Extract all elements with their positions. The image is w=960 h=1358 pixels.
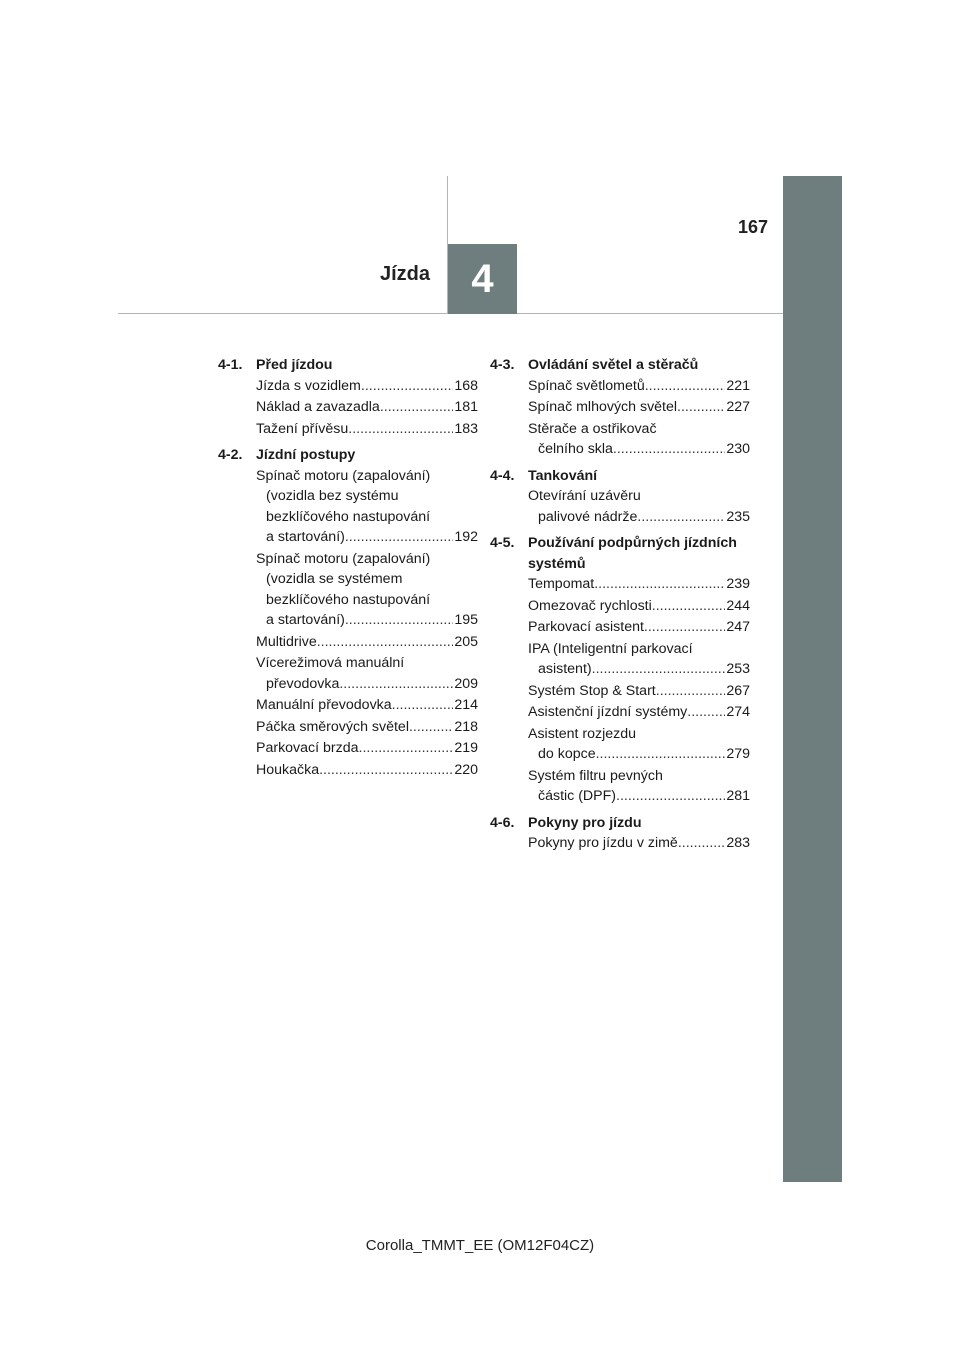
- toc-entry-page: 205: [454, 633, 478, 650]
- toc-entry-line: částic (DPF): [538, 788, 617, 804]
- toc-leader-dots: [687, 702, 725, 723]
- toc-section-title: Pokyny pro jízdu: [528, 814, 642, 831]
- toc-leader-dots: [339, 674, 453, 695]
- toc-entry[interactable]: [528, 574, 750, 595]
- toc-entry[interactable]: [528, 681, 750, 702]
- toc-section-number: 4-1.: [218, 357, 243, 373]
- toc-entry-line: IPA (Inteligentní parkovací: [528, 640, 693, 657]
- toc-leader-dots: [596, 744, 726, 765]
- toc-entry[interactable]: [528, 486, 750, 527]
- toc-entry-page: 192: [454, 529, 478, 545]
- toc-entry[interactable]: [256, 466, 478, 548]
- toc-entry-line: Jízda s vozidlem: [256, 377, 361, 394]
- toc-entry[interactable]: [528, 419, 750, 460]
- toc-entry-line: Asistent rozjezdu: [528, 725, 637, 742]
- toc-entry[interactable]: [528, 397, 750, 418]
- toc-section-heading[interactable]: [490, 355, 750, 376]
- toc-leader-dots: [348, 419, 453, 440]
- toc-section-number: 4-5.: [490, 535, 515, 551]
- toc-entry-page: 244: [726, 597, 750, 614]
- toc-column-left: [218, 355, 478, 786]
- toc-entry-line: Houkačka: [256, 761, 320, 778]
- toc-leader-dots: [678, 833, 726, 854]
- toc-entry-line: Parkovací asistent: [528, 619, 644, 635]
- toc-leader-dots: [345, 610, 453, 631]
- toc-section-heading[interactable]: [490, 533, 750, 574]
- toc-entry-line: čelního skla: [538, 441, 613, 457]
- toc-leader-dots: [317, 632, 454, 653]
- toc-entry-page: 283: [726, 835, 750, 851]
- toc-leader-dots: [637, 507, 725, 528]
- toc-entry-page: 214: [454, 697, 478, 713]
- toc-section: [490, 533, 750, 807]
- toc-leader-dots: [392, 695, 454, 716]
- toc-entry-page: 219: [454, 740, 478, 756]
- toc-entry-line: Vícerežimová manuální: [256, 655, 405, 671]
- toc-section-title: Ovládání světel a stěračů: [528, 357, 699, 373]
- toc-entry-line: Spínač motoru (zapalování): [256, 550, 431, 567]
- toc-section-title: Jízdní postupy: [256, 447, 356, 463]
- toc-entry-page: 227: [726, 399, 750, 415]
- toc-leader-dots: [652, 596, 726, 617]
- toc-entry-page: 279: [726, 746, 750, 762]
- toc-entry-page: 235: [726, 508, 750, 525]
- toc-leader-dots: [319, 760, 453, 781]
- toc-entry-line: Asistenční jízdní systémy: [528, 704, 688, 720]
- toc-leader-dots: [616, 786, 725, 807]
- toc-entry-line: Spínač světlometů: [528, 377, 645, 394]
- toc-entry-page: 168: [454, 377, 478, 394]
- toc-entry-page: 274: [726, 704, 750, 720]
- toc-section-title: Používání podpůrných jízdních systémů: [528, 535, 737, 572]
- toc-entry-page: 209: [454, 675, 478, 692]
- toc-entry-line: Náklad a zavazadla: [256, 399, 380, 415]
- toc-entry[interactable]: [256, 760, 478, 781]
- toc-entry[interactable]: [528, 596, 750, 617]
- toc-entry[interactable]: [256, 397, 478, 418]
- toc-leader-dots: [359, 738, 454, 759]
- toc-leader-dots: [613, 439, 725, 460]
- toc-entry-page: 220: [454, 761, 478, 778]
- toc-entry-line: Omezovač rychlosti: [528, 597, 652, 614]
- toc-entry-page: 281: [726, 788, 750, 804]
- toc-entry[interactable]: [256, 376, 478, 397]
- toc-section: [490, 466, 750, 528]
- toc-leader-dots: [677, 397, 725, 418]
- toc-entry-line: (vozidla bez systému: [266, 488, 399, 504]
- toc-entry[interactable]: [528, 639, 750, 680]
- toc-entry-line: Páčka směrových světel: [256, 718, 409, 735]
- chapter-sidebar-tab: [783, 176, 842, 1182]
- toc-entry-line: Otevírání uzávěru: [528, 488, 641, 504]
- toc-leader-dots: [592, 659, 726, 680]
- toc-section-heading[interactable]: [218, 355, 478, 376]
- toc-entry[interactable]: [256, 717, 478, 738]
- toc-entry-line: palivové nádrže: [538, 508, 638, 525]
- toc-section: [218, 355, 478, 439]
- toc-entry-page: 183: [454, 420, 478, 437]
- toc-section-title: Před jízdou: [256, 357, 333, 373]
- toc-entry-line: do kopce: [538, 746, 596, 762]
- toc-entry-page: 195: [454, 612, 478, 628]
- chapter-title: Jízda: [380, 263, 431, 285]
- toc-entry[interactable]: [528, 724, 750, 765]
- toc-leader-dots: [380, 397, 454, 418]
- toc-leader-dots: [644, 617, 725, 638]
- toc-section-title: Tankování: [528, 467, 598, 484]
- toc-entry-line: bezklíčového nastupování: [266, 508, 431, 525]
- toc-entry-page: 218: [454, 718, 478, 735]
- chapter-number-badge: 4: [448, 244, 517, 314]
- toc-entry-line: Tažení přívěsu: [256, 420, 349, 437]
- toc-entry-line: asistent): [538, 661, 592, 677]
- toc-leader-dots: [345, 527, 453, 548]
- toc-entry[interactable]: [256, 419, 478, 440]
- toc-section: [490, 813, 750, 854]
- toc-section-number: 4-3.: [490, 357, 515, 373]
- toc-section: [490, 355, 750, 460]
- toc-entry-line: Manuální převodovka: [256, 697, 392, 713]
- toc-entry-line: Systém Stop & Start: [528, 682, 656, 699]
- toc-entry-page: 181: [454, 399, 478, 415]
- toc-entry-line: Stěrače a ostřikovač: [528, 420, 657, 437]
- toc-entry[interactable]: [256, 738, 478, 759]
- toc-column-right: [490, 355, 750, 860]
- toc-section-heading[interactable]: [490, 466, 750, 487]
- toc-leader-dots: [656, 681, 726, 702]
- toc-entry[interactable]: [528, 376, 750, 397]
- toc-entry-line: Systém filtru pevných: [528, 767, 663, 784]
- toc-entry-line: (vozidla se systémem: [266, 571, 403, 587]
- toc-leader-dots: [645, 376, 726, 397]
- toc-entry[interactable]: [528, 833, 750, 854]
- document-footer: Corolla_TMMT_EE (OM12F04CZ): [365, 1237, 595, 1254]
- toc-section-heading[interactable]: [218, 445, 478, 466]
- toc-entry-line: a startování): [266, 612, 345, 628]
- toc-entry-line: bezklíčového nastupování: [266, 591, 431, 608]
- toc-entry-page: 221: [726, 377, 750, 394]
- toc-entry-line: Pokyny pro jízdu v zimě: [528, 835, 678, 851]
- toc-entry-page: 267: [726, 682, 750, 699]
- toc-leader-dots: [594, 574, 725, 595]
- toc-entry[interactable]: [528, 766, 750, 807]
- toc-section-heading[interactable]: [490, 813, 750, 834]
- toc-section-number: 4-2.: [218, 447, 243, 463]
- toc-entry-line: Parkovací brzda: [256, 740, 359, 756]
- toc-entry-line: Multidrive: [256, 633, 317, 650]
- toc-entry-line: Tempomat: [528, 576, 595, 592]
- toc-leader-dots: [361, 376, 453, 397]
- toc-entry[interactable]: [256, 549, 478, 631]
- toc-entry-page: 239: [726, 576, 750, 592]
- toc-entry[interactable]: [256, 632, 478, 653]
- toc-leader-dots: [409, 717, 453, 738]
- toc-entry-page: 247: [726, 619, 750, 635]
- toc-entry-page: 230: [726, 441, 750, 457]
- toc-entry[interactable]: [256, 653, 478, 694]
- toc-entry-line: a startování): [266, 529, 345, 545]
- toc-entry-page: 253: [726, 661, 750, 677]
- toc-entry[interactable]: [256, 695, 478, 716]
- toc-section: [218, 445, 478, 780]
- toc-entry-line: Spínač motoru (zapalování): [256, 467, 431, 484]
- toc-entry[interactable]: [528, 702, 750, 723]
- toc-entry-line: Spínač mlhových světel: [528, 399, 678, 415]
- toc-entry-line: převodovka: [266, 675, 340, 692]
- toc-section-number: 4-4.: [490, 467, 515, 484]
- toc-entry[interactable]: [528, 617, 750, 638]
- page-number: 167: [738, 217, 769, 237]
- toc-section-number: 4-6.: [490, 814, 515, 831]
